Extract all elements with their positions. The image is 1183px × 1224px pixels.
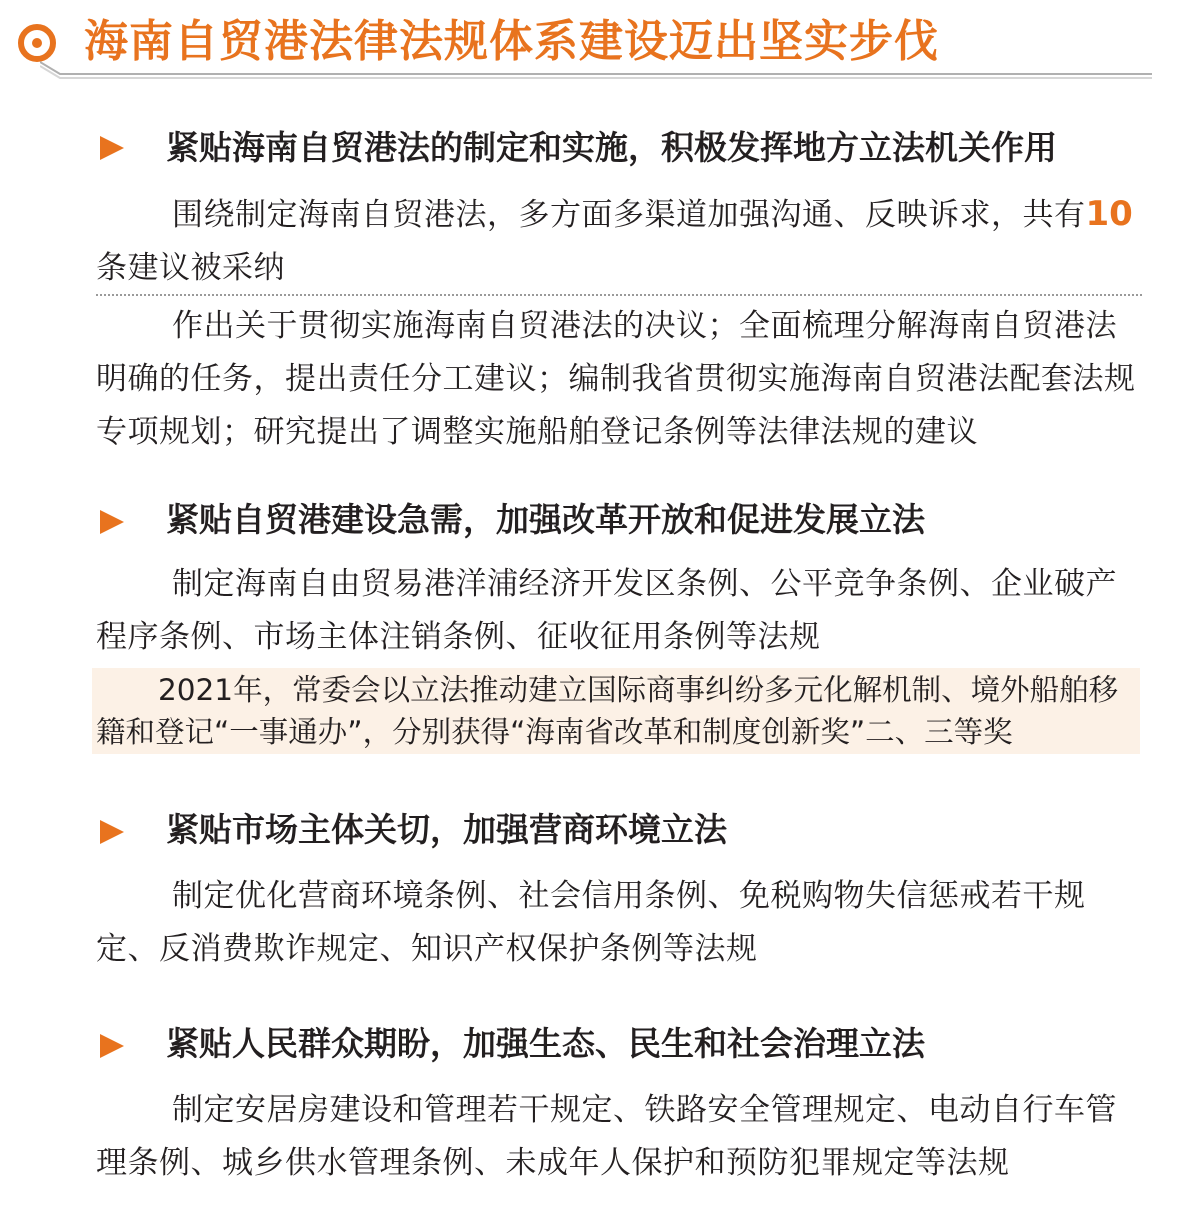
page-title: 海南自贸港法律法规体系建设迈出坚实步伐: [84, 16, 939, 67]
section-paragraph: [96, 188, 1142, 295]
play-triangle-icon: [100, 510, 124, 534]
section-heading: 紧贴市场主体关切，加强营商环境立法: [166, 810, 727, 849]
section-paragraph: 制定海南自由贸易港洋浦经济开发区条例、公平竞争条例、企业破产程序条例、市场主体注销条例、征收征用条例等法规: [96, 566, 1117, 655]
section-paragraph: 制定优化营商环境条例、社会信用条例、免税购物失信惩戒若干规定、反消费欺诈规定、知识产权保护条例等法规: [96, 878, 1086, 967]
section-paragraph: 制定安居房建设和管理若干规定、铁路安全管理规定、电动自行车管理条例、城乡供水管理条例、未成年人保护和预防犯罪规定等法规: [96, 1092, 1117, 1181]
highlighted-paragraph: 2021年，常委会以立法推动建立国际商事纠纷多元化解机制、境外船舶移籍和登记“一事通办”，分别获得“海南省改革和制度创新奖”二、三等奖: [96, 673, 1119, 749]
section-paragraph: 作出关于贯彻实施海南自贸港法的决议；全面梳理分解海南自贸港法明确的任务，提出责任分工建议；编制我省贯彻实施海南自贸港法配套法规专项规划；研究提出了调整实施船舶登记条例等法律法规的建议: [96, 308, 1136, 450]
section-heading: 紧贴海南自贸港法的制定和实施，积极发挥地方立法机关作用: [166, 128, 1057, 167]
section-heading: 紧贴自贸港建设急需，加强改革开放和促进发展立法: [166, 500, 925, 539]
play-triangle-icon: [100, 820, 124, 844]
play-triangle-icon: [100, 136, 124, 160]
play-triangle-icon: [100, 1034, 124, 1058]
paragraph-text: 条建议被采纳: [96, 250, 285, 286]
highlight-number: 10: [1085, 194, 1133, 234]
section-heading: 紧贴人民群众期盼，加强生态、民生和社会治理立法: [166, 1024, 925, 1063]
paragraph-text: 围绕制定海南自贸港法，多方面多渠道加强沟通、反映诉求，共有: [172, 197, 1086, 233]
title-underline: [40, 58, 1160, 82]
target-circle-icon: [18, 24, 56, 62]
title-bar: [0, 0, 1183, 90]
dotted-divider: [96, 294, 1142, 296]
